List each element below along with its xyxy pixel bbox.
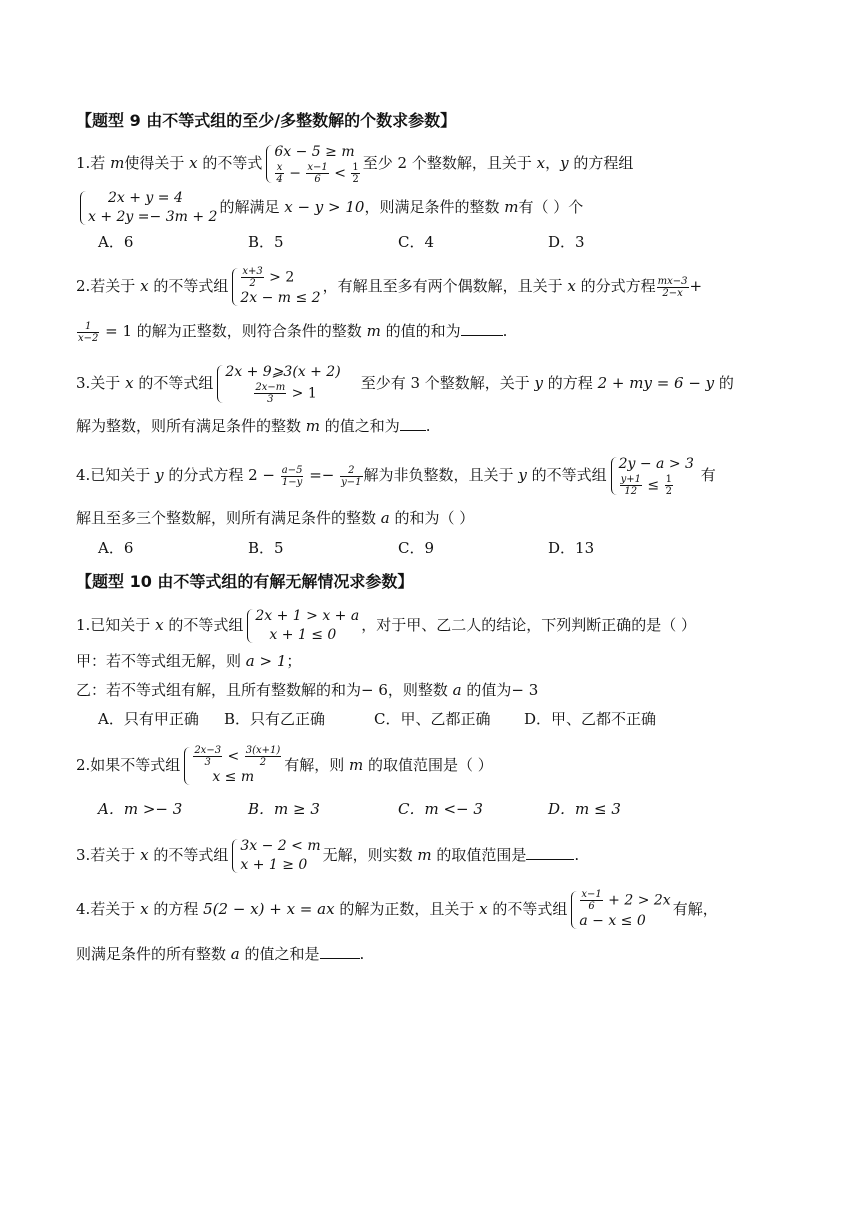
answer-options: [98, 229, 788, 255]
inequality-system: 2y − a > 3 $\frac{y+1}{12}$ ≤ $\frac{1}{2}$: [609, 455, 694, 497]
equation-system: 2x + y = 4 x + 2y =− 3m + 2: [78, 189, 217, 227]
answer-blank[interactable]: [400, 416, 426, 431]
question-10-1: 1.已知关于 x 的不等式组 2x + 1 > x + a x + 1 ≤ 0 ，对于甲、乙二人的结论，下列判断正确的是（ ） 甲：若不等式组无解，则 a > 1； 乙：若不等式组有解，且所有整数解的和为− 6，则整数 a 的值为− 3 A．只有甲正确 B．只有乙正确 C．甲、乙都正确 D．甲、乙都不正确: [76, 602, 788, 732]
answer-blank[interactable]: [320, 944, 360, 959]
option-a[interactable]: A．只有甲正确: [98, 710, 199, 728]
section-10-title: 【题型 10 由不等式组的有解无解情况求参数】: [76, 572, 414, 591]
question-9-3: 3.关于 x 的不等式组 2x + 9⩾3(x + 2) $\frac{2x-m}{3}$ > 1 至少有 3 个整数解，关于 y 的方程 2 + my = 6 − y 的 解为整数，则所有满足条件的整数 m 的值之和为 .: [76, 364, 734, 435]
question-9-2: 2.若关于 x 的不等式组 $\frac{x+3}{2}$ > 2 2x − m ≤ 2 ，有解且至多有两个偶数解，且关于 x 的分式方程 $\frac{mx-3}{2-x}$ + $\frac{1}{x-2}$ = 1 的解为正整数，则符合条件的整数 m 的值的和为 .: [76, 266, 703, 344]
option-c[interactable]: C．4: [398, 233, 435, 251]
option-d[interactable]: D．m ≤ 3: [548, 800, 621, 818]
question-9-1: 1.若 m使得关于 x 的不等式 6x − 5 ≥ m $\frac{x}{4}$ − $\frac{x-1}{6}$ < $\frac{1}{2}$ 至少 2 个整数解，且关于 x，y 的方程组 2x + y = 4 x + 2y =− 3m + 2 的解满足 x − y > 10，则满足条件的整数 m有（ ）个 A．6 B．5 C．4 D．3: [76, 141, 788, 255]
question-10-4: 4.若关于 x 的方程 5(2 − x) + x = ax 的解为正数，且关于 x 的不等式组 $\frac{x-1}{6}$ + 2 > 2x a − x ≤ 0 有解， 则满足条件的所有整数 a 的值之和是 .: [76, 889, 718, 963]
question-9-4: 4.已知关于 y 的分式方程 2 − $\frac{a-5}{1-y}$ =− $\frac{2}{y-1}$ 解为非负整数，且关于 y 的不等式组 2y − a > 3 $\frac{y+1}{12}$ ≤ $\frac{1}{2}$ 有 解且至多三个整数解，则所有满足条件的整数 a 的和为（ ） A．6 B．5 C．9 D．13: [76, 449, 788, 561]
inequality-system: 2x + 9⩾3(x + 2) $\frac{2x-m}{3}$ > 1: [215, 363, 340, 405]
option-c[interactable]: C．甲、乙都正确: [374, 710, 491, 728]
question-10-3: 3.若关于 x 的不等式组 3x − 2 < m x + 1 ≥ 0 无解，则实数 m 的取值范围是 .: [76, 838, 580, 873]
worksheet: [76, 108, 788, 980]
option-c[interactable]: C．m <− 3: [398, 800, 483, 818]
option-a[interactable]: A．m >− 3: [98, 800, 183, 818]
option-b[interactable]: B．5: [248, 539, 284, 557]
option-d[interactable]: D．甲、乙都不正确: [524, 710, 657, 728]
section-9-title: 【题型 9 由不等式组的至少/多整数解的个数求参数】: [76, 111, 457, 130]
inequality-system: 6x − 5 ≥ m $\frac{x}{4}$ − $\frac{x-1}{6}$ < $\frac{1}{2}$: [264, 143, 360, 185]
option-a[interactable]: A．6: [98, 539, 134, 557]
option-b[interactable]: B．只有乙正确: [224, 710, 326, 728]
question-10-2: 2.如果不等式组 $\frac{2x-3}{3}$ < $\frac{3(x+1)}{2}$ x ≤ m 有解，则 m 的取值范围是（ ） A．m >− 3 B．m ≥ 3 C．m <− 3 D．m ≤ 3: [76, 738, 788, 826]
option-a[interactable]: A．6: [98, 233, 134, 251]
option-d[interactable]: D．13: [548, 539, 595, 557]
answer-options: [98, 535, 788, 561]
answer-options: [98, 706, 788, 732]
answer-blank[interactable]: [461, 321, 503, 336]
option-c[interactable]: C．9: [398, 539, 435, 557]
option-b[interactable]: B．m ≥ 3: [248, 800, 320, 818]
inequality-system: 3x − 2 < m x + 1 ≥ 0: [230, 837, 320, 875]
answer-options: [98, 792, 788, 826]
inequality-system: $\frac{x-1}{6}$ + 2 > 2x a − x ≤ 0: [569, 889, 670, 931]
inequality-system: $\frac{2x-3}{3}$ < $\frac{3(x+1)}{2}$ x ≤ m: [182, 745, 282, 787]
option-b[interactable]: B．5: [248, 233, 284, 251]
inequality-system: 2x + 1 > x + a x + 1 ≤ 0: [245, 607, 359, 645]
option-d[interactable]: D．3: [548, 233, 585, 251]
inequality-system: $\frac{x+3}{2}$ > 2 2x − m ≤ 2: [230, 266, 320, 308]
answer-blank[interactable]: [526, 845, 574, 860]
